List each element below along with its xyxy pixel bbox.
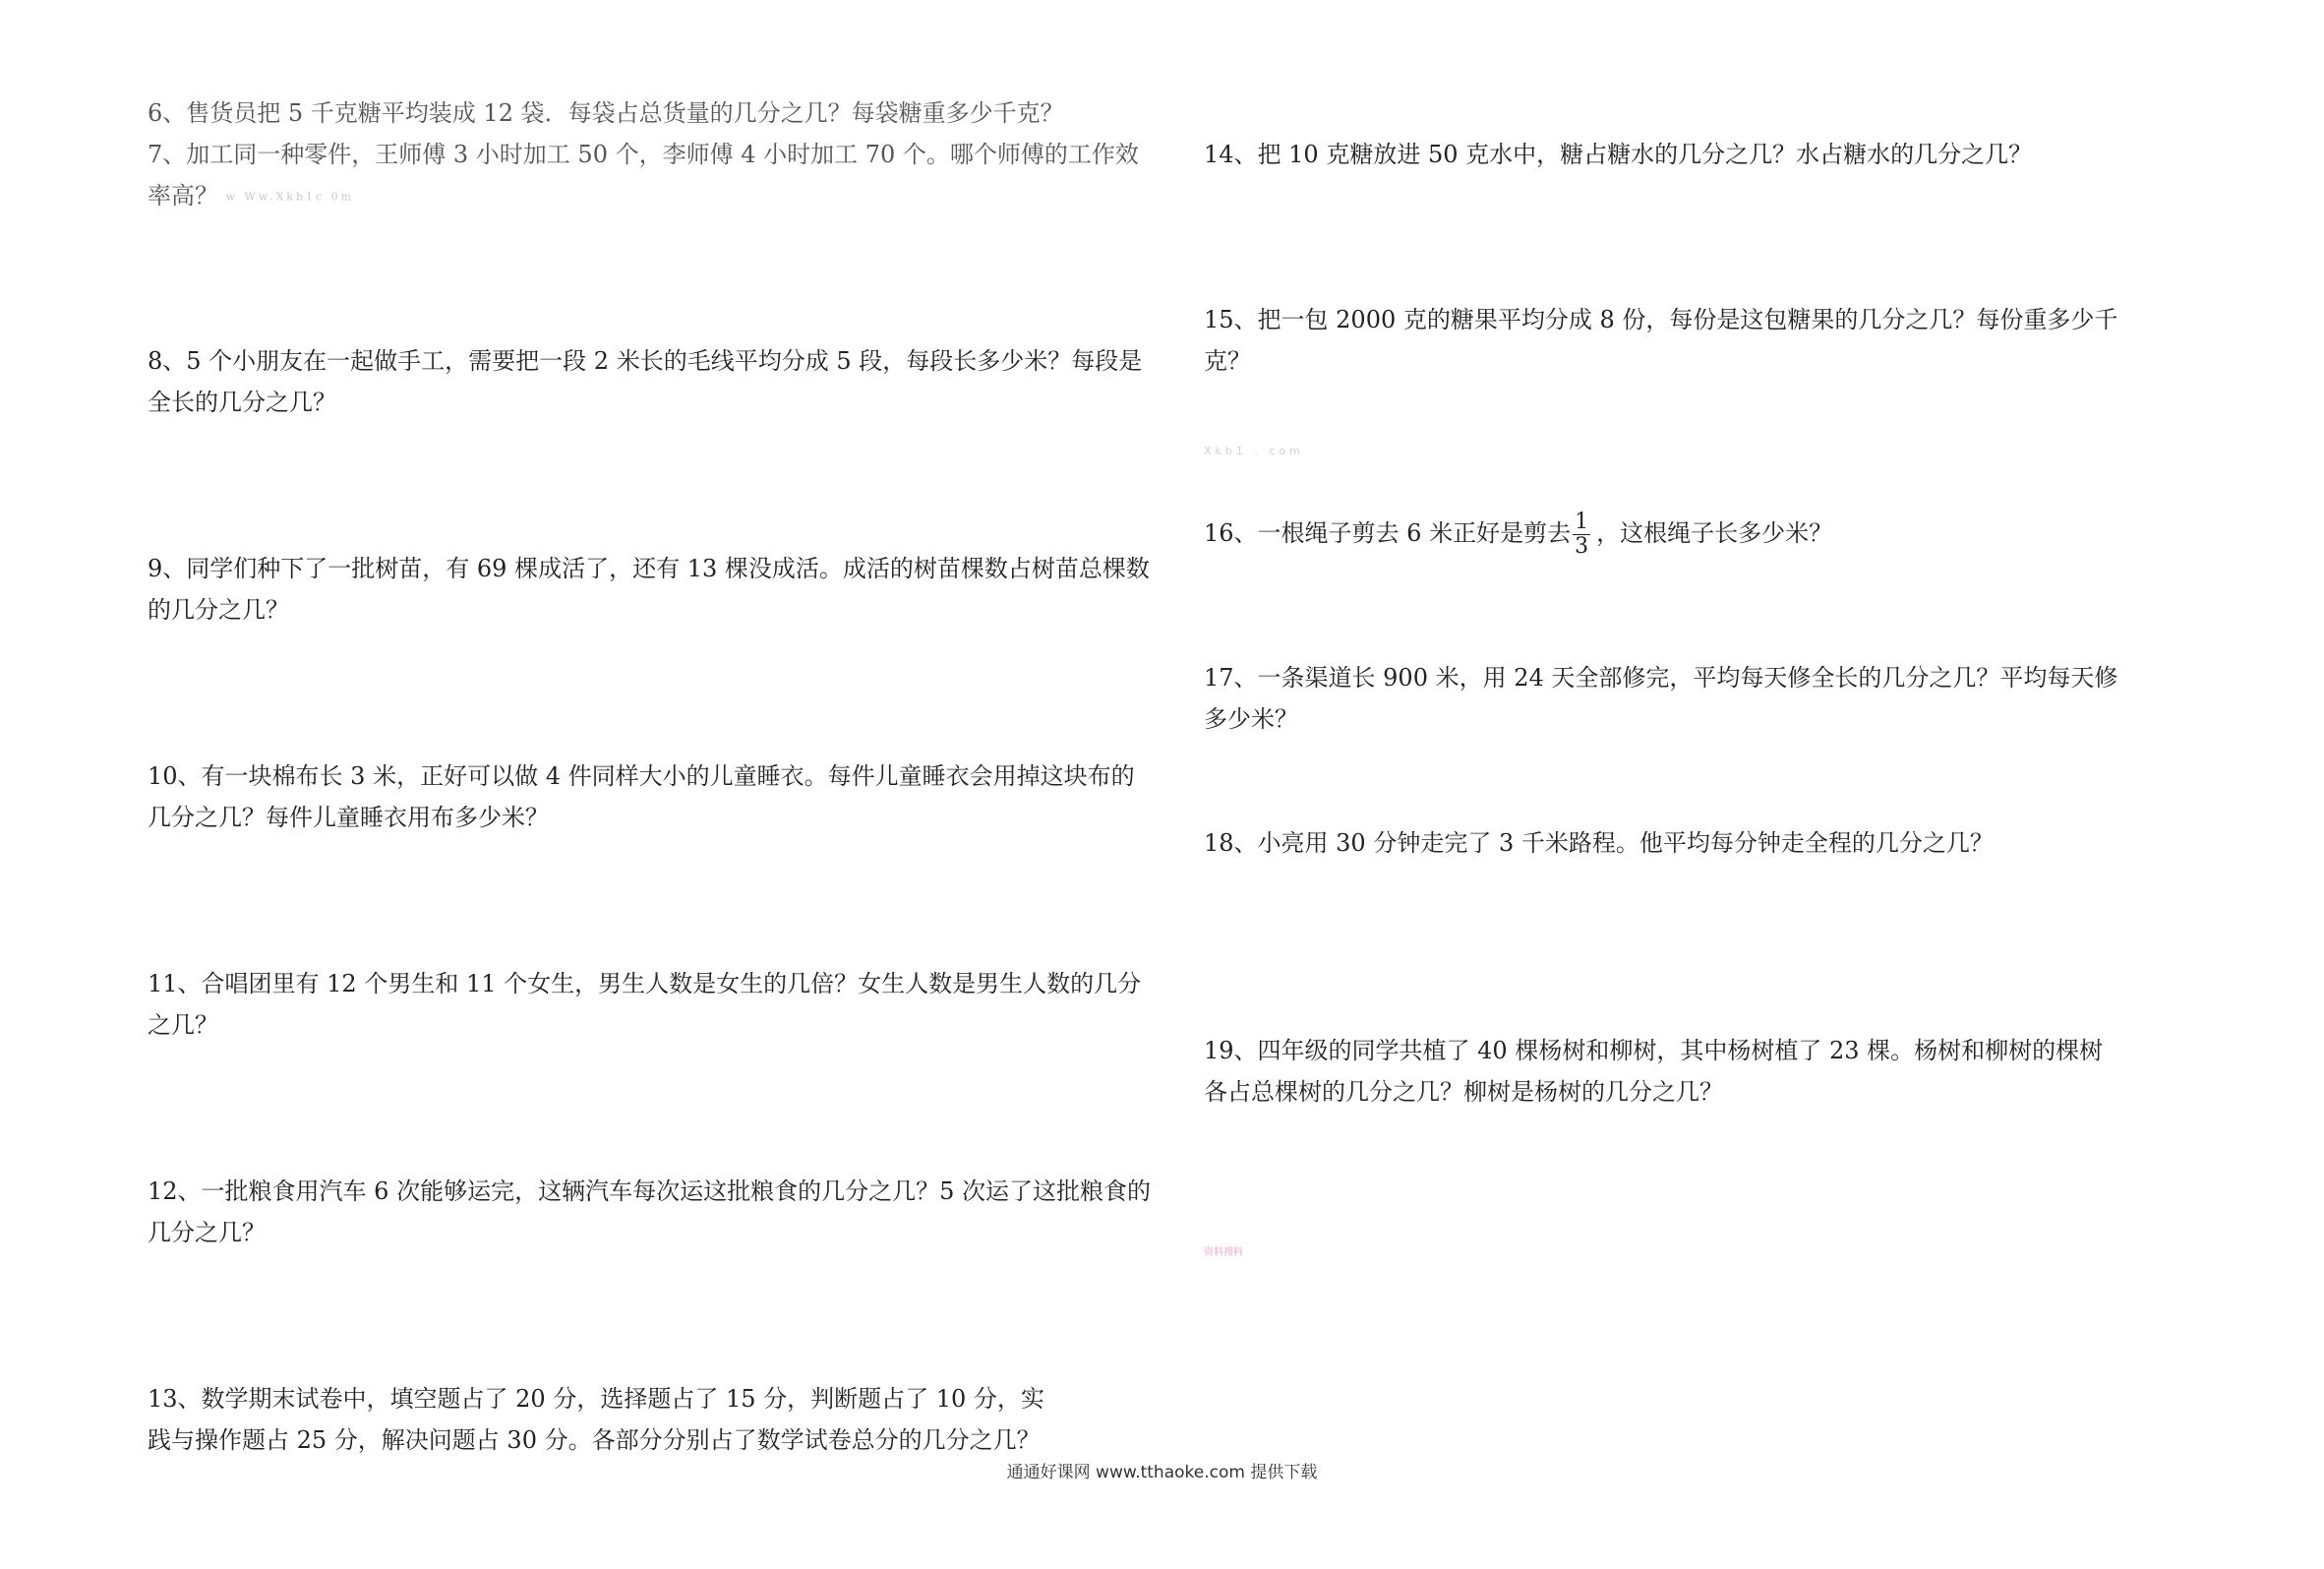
watermark-resource: 资料搜料 bbox=[1204, 1247, 1243, 1258]
question-15: 15、把一包 2000 克的糖果平均分成 8 份，每份是这包糖果的几分之几？每份重多少千克？ bbox=[1204, 306, 2118, 375]
question-16-text-after: ，这根绳子长多少米？ bbox=[1596, 519, 1833, 547]
question-11: 11、合唱团里有 12 个男生和 11 个女生，男生人数是女生的几倍？女生人数是男生人数的几分之几？ bbox=[148, 970, 1142, 1039]
question-7 bbox=[148, 134, 1151, 216]
question-17: 17、一条渠道长 900 米，用 24 天全部修完，平均每天修全长的几分之几？平均每天修多少米？ bbox=[1204, 664, 2118, 733]
fraction-numerator: 1 bbox=[1575, 510, 1589, 534]
page-footer: 通通好课网 www.tthaoke.com 提供下载 bbox=[1006, 1463, 1318, 1482]
question-10: 10、有一块棉布长 3 米，正好可以做 4 件同样大小的儿童睡衣。每件儿童睡衣会用掉这块布的几分之几？每件儿童睡衣用布多少米？ bbox=[148, 762, 1135, 831]
question-12: 12、一批粮食用汽车 6 次能够运完，这辆汽车每次运这批粮食的几分之几？5 次运了这批粮食的几分之几？ bbox=[148, 1177, 1151, 1246]
question-16-text-before: 16、一根绳子剪去 6 米正好是剪去 bbox=[1204, 519, 1572, 547]
question-8: 8、5 个小朋友在一起做手工，需要把一段 2 米长的毛线平均分成 5 段，每段长多少米？每段是全长的几分之几？ bbox=[148, 347, 1143, 416]
watermark-xkb1: Xkb1 . com bbox=[1204, 445, 1304, 457]
question-7-watermark: w Ww.Xkb1c 0m bbox=[225, 190, 355, 204]
question-7-text: 7、加工同一种零件，王师傅 3 小时加工 50 个，李师傅 4 小时加工 70 个。哪个师傅的工作效率高？ bbox=[148, 141, 1139, 210]
fraction-one-third bbox=[1573, 511, 1590, 559]
question-9: 9、同学们种下了一批树苗，有 69 棵成活了，还有 13 棵没成活。成活的树苗棵数占树苗总棵数的几分之几？ bbox=[148, 555, 1150, 624]
question-13-line-2: 践与操作题占 25 分，解决问题占 30 分。各部分分别占了数学试卷总分的几分之几？ bbox=[148, 1426, 1041, 1454]
fraction-denominator: 3 bbox=[1575, 534, 1589, 559]
question-18: 18、小亮用 30 分钟走完了 3 千米路程。他平均每分钟走全程的几分之几？ bbox=[1204, 829, 1994, 857]
question-19: 19、四年级的同学共植了 40 棵杨树和柳树，其中杨树植了 23 棵。杨树和柳树的棵树各占总棵树的几分之几？柳树是杨树的几分之几？ bbox=[1204, 1037, 2104, 1106]
question-13-line-1: 13、数学期末试卷中，填空题占了 20 分，选择题占了 15 分，判断题占了 10 分，实 bbox=[148, 1385, 1044, 1413]
question-16 bbox=[1204, 511, 2118, 559]
question-6: 6、售货员把 5 千克糖平均装成 12 袋．每袋占总货量的几分之几？每袋糖重多少千克？ bbox=[148, 99, 1064, 127]
question-14: 14、把 10 克糖放进 50 克水中，糖占糖水的几分之几？水占糖水的几分之几？ bbox=[1204, 141, 2033, 168]
question-13 bbox=[148, 1378, 1151, 1461]
